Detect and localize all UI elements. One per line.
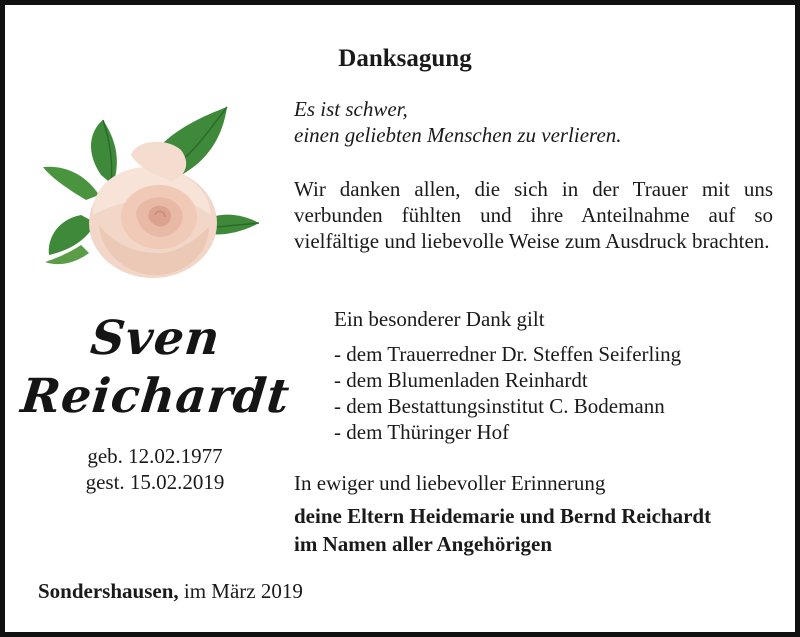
body-text: Wir danken allen, die sich in der Trauer mit uns verbunden fühlten und ihre Anteilnahme auf so vielfältige und liebevolle Weise zum Ausdruck brachten.	[294, 177, 773, 253]
memory-line: In ewiger und liebevoller Erinnerung	[294, 471, 606, 495]
death-date: gest. 15.02.2019	[85, 470, 225, 494]
signature-line: deine Eltern Heidemarie und Bernd Reichardt	[294, 504, 712, 528]
thanks-intro: Ein besonderer Dank gilt	[334, 307, 545, 331]
list-item: - dem Bestattungsinstitut C. Bodemann	[334, 394, 665, 418]
life-dates	[5, 443, 305, 495]
thanks-list	[334, 341, 681, 445]
list-item: - dem Thüringer Hof	[334, 420, 510, 444]
heading: Danksagung	[338, 45, 472, 72]
footer-date: im März 2019	[178, 579, 303, 603]
verse-line: Es ist schwer,	[294, 97, 408, 121]
footer	[38, 579, 303, 604]
deceased-last-name: Reichardt	[18, 369, 293, 424]
verse	[294, 96, 774, 148]
list-item: - dem Blumenladen Reinhardt	[334, 368, 588, 392]
birth-date: geb. 12.02.1977	[87, 444, 223, 468]
list-item: - dem Trauerredner Dr. Steffen Seiferling	[334, 342, 682, 366]
signature-line: im Namen aller Angehörigen	[294, 532, 553, 556]
footer-place: Sondershausen,	[38, 579, 179, 603]
deceased-first-name: Sven	[87, 311, 224, 366]
rose-icon	[41, 105, 263, 280]
signature-block	[294, 502, 711, 558]
verse-line: einen geliebten Menschen zu verlieren.	[294, 123, 622, 147]
